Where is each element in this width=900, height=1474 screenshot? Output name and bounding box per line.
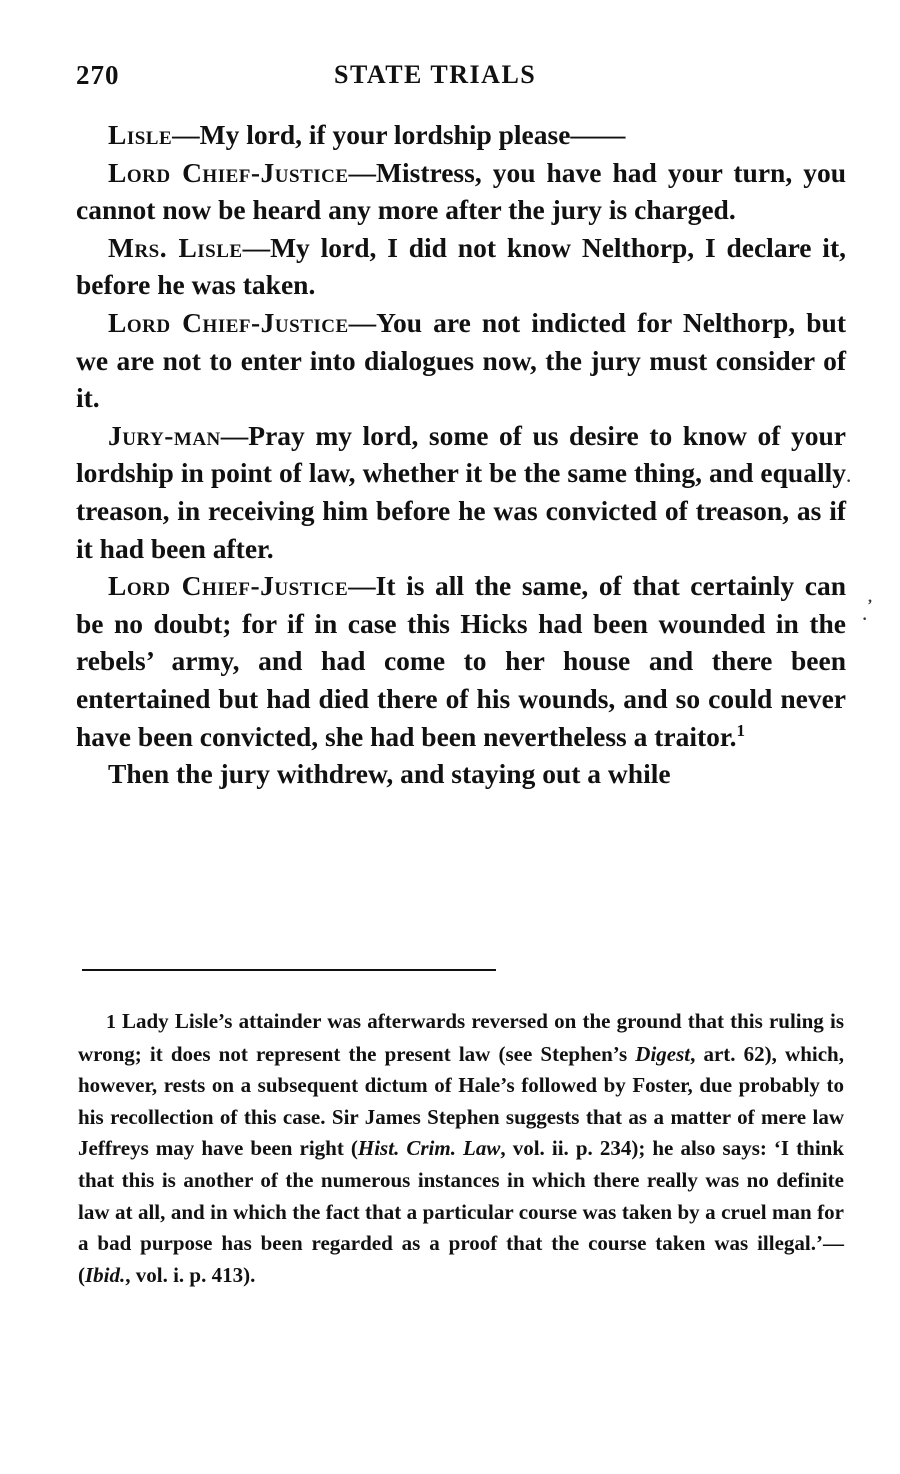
speech-text: —Mistress, you have had your turn, you cannot now be heard any more after the jury is charged.	[76, 156, 846, 226]
paragraph-lord-chief-justice-2	[76, 304, 846, 417]
speaker-name: Mrs. Lisle	[108, 231, 243, 263]
speech-text: —My lord, if your lordship please——	[172, 119, 626, 150]
footnote-citation-ibid: Ibid.	[85, 1262, 126, 1287]
footnote-text: , vol. i. p. 413).	[125, 1262, 256, 1287]
speaker-name: Lord Chief-Justice	[108, 306, 349, 338]
running-head	[76, 58, 846, 98]
footnote-text: , vol. ii. p. 234); he also says: ‘I think that this is another of the numerous instances in which there really was no definite law at all, and in which the fact that a particular course was taken by a cruel man for a bad purpose has been regarded as a proof that the course taken was illegal.’—(	[78, 1136, 845, 1287]
page-number: 270	[76, 60, 120, 90]
speaker-name: Lisle	[108, 119, 173, 150]
speaker-name: Lord Chief-Justice	[108, 156, 349, 188]
trial-transcript	[76, 116, 846, 793]
speech-text: —My lord, I did not know Nelthorp, I declare it, before he was taken.	[76, 231, 846, 301]
footnote-citation-digest: Digest	[635, 1041, 691, 1066]
speech-text: —Pray my lord, some of us desire to know of your lordship in point of law, whether it be the same thing, and equally treason, in receiving him before he was convicted of treason, as if it had been after.	[76, 419, 846, 564]
paragraph-lord-chief-justice-1	[76, 154, 846, 229]
running-title: STATE TRIALS	[334, 60, 537, 89]
narration-text: Then the jury withdrew, and staying out a while	[108, 758, 671, 790]
paragraph-lord-chief-justice-3	[76, 567, 846, 755]
paragraph-jury-man	[76, 417, 846, 567]
speech-text: —You are not indicted for Nelthorp, but we are not to enter into dialogues now, the jury must consider of it.	[76, 306, 846, 414]
paragraph-mrs-lisle	[76, 229, 846, 304]
speaker-name: Lord Chief-Justice	[108, 570, 349, 602]
speech-text: —It is all the same, of that certainly can be no doubt; for if in case this Hicks had been wounded in the rebels’ army, and had come to her house and there been entertained but had died there of his wounds, and so could never have been convicted, she had been nevertheless a traitor.	[76, 570, 846, 752]
speaker-name: Jury-man	[108, 419, 221, 451]
footnote-text: Lady Lisle’s attainder was afterwards reversed on the ground that this ruling is wrong; it does not represent the present law (see Stephen’s	[78, 1009, 844, 1066]
paragraph-narration	[76, 755, 846, 793]
margin-speck: ·	[862, 611, 868, 628]
footnote-citation-history: Hist. Crim. Law	[357, 1136, 501, 1161]
footnote-reference[interactable]: 1	[736, 720, 745, 740]
margin-speck: ·	[846, 473, 852, 490]
footnote	[78, 1006, 844, 1291]
footnote-divider	[82, 969, 496, 971]
margin-speck: ,	[868, 589, 872, 606]
footnote-marker: 1	[106, 1011, 116, 1033]
paragraph-lisle	[76, 116, 846, 154]
footnote-text: , art. 62), which, however, rests on a subsequent dictum of Hale’s followed by Foster, due probably to his recollection of this case. Sir James Stephen suggests that as a matter of mere law Jeffreys may have been right (	[78, 1041, 844, 1161]
